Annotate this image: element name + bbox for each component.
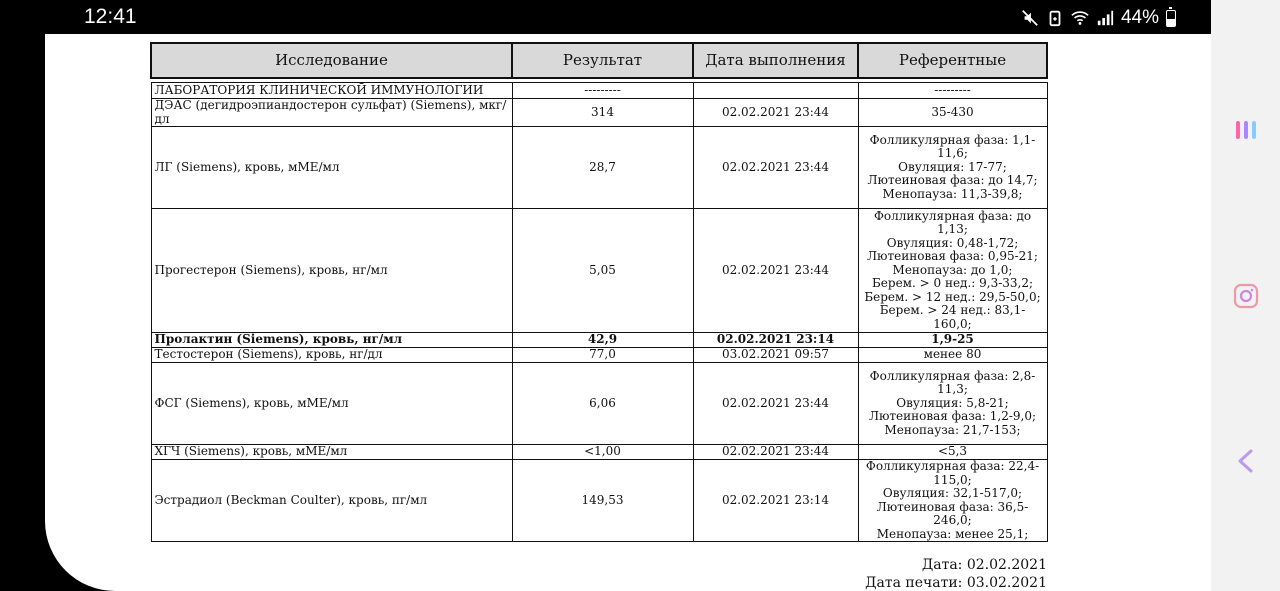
test-result: 28,7 <box>512 127 693 209</box>
reference-line: Овуляция: 32,1-517,0; <box>882 486 1023 500</box>
edge-apps-icon[interactable] <box>1233 117 1259 143</box>
reference-line: Фолликулярная фаза: 1,1-11,6; <box>869 132 1036 161</box>
document-page[interactable] <box>45 34 1211 591</box>
test-reference <box>858 209 1047 333</box>
test-result: 314 <box>512 99 693 127</box>
section-ref: --------- <box>858 83 1047 99</box>
test-name: Тестостерон (Siemens), кровь, нг/дл <box>151 348 512 363</box>
reference-line: Менопауза: менее 25,1; <box>876 526 1029 541</box>
test-result: 42,9 <box>512 333 693 348</box>
section-row <box>151 83 1047 99</box>
mute-icon <box>1021 9 1039 27</box>
test-reference <box>858 348 1047 363</box>
section-date <box>693 83 858 99</box>
test-reference <box>858 127 1047 209</box>
reference-line: Лютеиновая фаза: 0,95-21; <box>867 249 1038 264</box>
test-name: Пролактин (Siemens), кровь, нг/мл <box>151 333 512 348</box>
test-name: ХГЧ (Siemens), кровь, мМЕ/мл <box>151 445 512 460</box>
test-date: 02.02.2021 23:44 <box>693 127 858 209</box>
table-row <box>151 127 1047 209</box>
test-date: 02.02.2021 23:44 <box>693 99 858 127</box>
test-result: 77,0 <box>512 348 693 363</box>
test-date: 02.02.2021 23:44 <box>693 363 858 445</box>
header-reference: Референтные <box>858 43 1047 78</box>
battery-saver-icon <box>1046 9 1064 27</box>
print-date: Дата печати: 03.02.2021 <box>865 575 1047 591</box>
battery-percent: 44% <box>1120 7 1159 28</box>
reference-line: Менопауза: 11,3-39,8; <box>882 186 1023 201</box>
reference-line: Берем. > 24 нед.: 83,1-160,0; <box>879 303 1026 331</box>
reference-line: Фолликулярная фаза: 22,4- <box>865 459 1040 473</box>
reference-line: Берем. > 12 нед.: 29,5-50,0; <box>864 289 1041 304</box>
reference-line: Менопауза: 21,7-153; <box>884 422 1021 437</box>
reference-line: 35-430 <box>931 104 974 119</box>
reference-line: Овуляция: 0,48-1,72; <box>886 235 1019 250</box>
table-row <box>151 460 1047 542</box>
reference-line: Лютеиновая фаза: до 14,7; <box>867 173 1038 188</box>
section-name: ЛАБОРАТОРИЯ КЛИНИЧЕСКОЙ ИММУНОЛОГИИ <box>151 83 512 99</box>
reference-line: Лютеиновая фаза: 36,5-246,0; <box>876 499 1029 527</box>
table-row <box>151 209 1047 333</box>
test-date: 02.02.2021 23:44 <box>693 445 858 460</box>
reference-line: Фолликулярная фаза: 2,8-11,3; <box>869 368 1036 397</box>
report-date: Дата: 02.02.2021 <box>921 557 1047 573</box>
edge-panel <box>1211 0 1280 591</box>
test-reference <box>858 460 1047 542</box>
table-row <box>151 445 1047 460</box>
reference-line: Лютеиновая фаза: 1,2-9,0; <box>868 409 1037 424</box>
table-row <box>151 363 1047 445</box>
battery-icon <box>1166 10 1176 27</box>
test-name: ЛГ (Siemens), кровь, мМЕ/мл <box>151 127 512 209</box>
test-name: Эстрадиол (Beckman Coulter), кровь, пг/мл <box>151 460 512 542</box>
table-row <box>151 99 1047 127</box>
clock: 12:41 <box>84 5 137 28</box>
wifi-icon <box>1071 9 1089 27</box>
reference-line: 115,0; <box>933 472 972 487</box>
test-date: 02.02.2021 23:44 <box>693 209 858 333</box>
status-bar <box>0 0 1210 34</box>
test-result: <1,00 <box>512 445 693 460</box>
edge-handle-icon[interactable] <box>1233 448 1259 474</box>
reference-line: <5,3 <box>937 444 968 459</box>
test-reference <box>858 99 1047 127</box>
test-result: 6,06 <box>512 363 693 445</box>
reference-line: Овуляция: 5,8-21; <box>896 395 1009 410</box>
test-reference <box>858 333 1047 348</box>
test-date: 03.02.2021 09:57 <box>693 348 858 363</box>
test-reference <box>858 445 1047 460</box>
status-icons <box>1021 7 1176 29</box>
header-result: Результат <box>512 43 693 78</box>
test-date: 02.02.2021 23:14 <box>693 333 858 348</box>
test-name: Прогестерон (Siemens), кровь, нг/мл <box>151 209 512 333</box>
test-result: 149,53 <box>512 460 693 542</box>
table-row <box>151 333 1047 348</box>
results-table <box>150 42 1048 542</box>
table-row <box>151 348 1047 363</box>
reference-line: менее 80 <box>923 347 982 362</box>
signal-icon <box>1096 9 1114 27</box>
test-result: 5,05 <box>512 209 693 333</box>
header-investigation: Исследование <box>151 43 512 78</box>
reference-line: Овуляция: 17-77; <box>898 159 1007 174</box>
header-date: Дата выполнения <box>693 43 858 78</box>
section-result: --------- <box>512 83 693 99</box>
reference-line: Фолликулярная фаза: до 1,13; <box>873 208 1032 237</box>
table-header <box>151 43 1047 78</box>
test-reference <box>858 363 1047 445</box>
test-date: 02.02.2021 23:14 <box>693 460 858 542</box>
reference-line: Менопауза: до 1,0; <box>892 262 1013 277</box>
test-name: ДЭАС (дегидроэпиандостерон сульфат) (Siemens), мкг/дл <box>151 99 512 127</box>
reference-line: Берем. > 0 нед.: 9,3-33,2; <box>871 276 1034 291</box>
test-name: ФСГ (Siemens), кровь, мМЕ/мл <box>151 363 512 445</box>
instagram-icon[interactable] <box>1233 283 1259 309</box>
reference-line: 1,9-25 <box>931 332 974 347</box>
